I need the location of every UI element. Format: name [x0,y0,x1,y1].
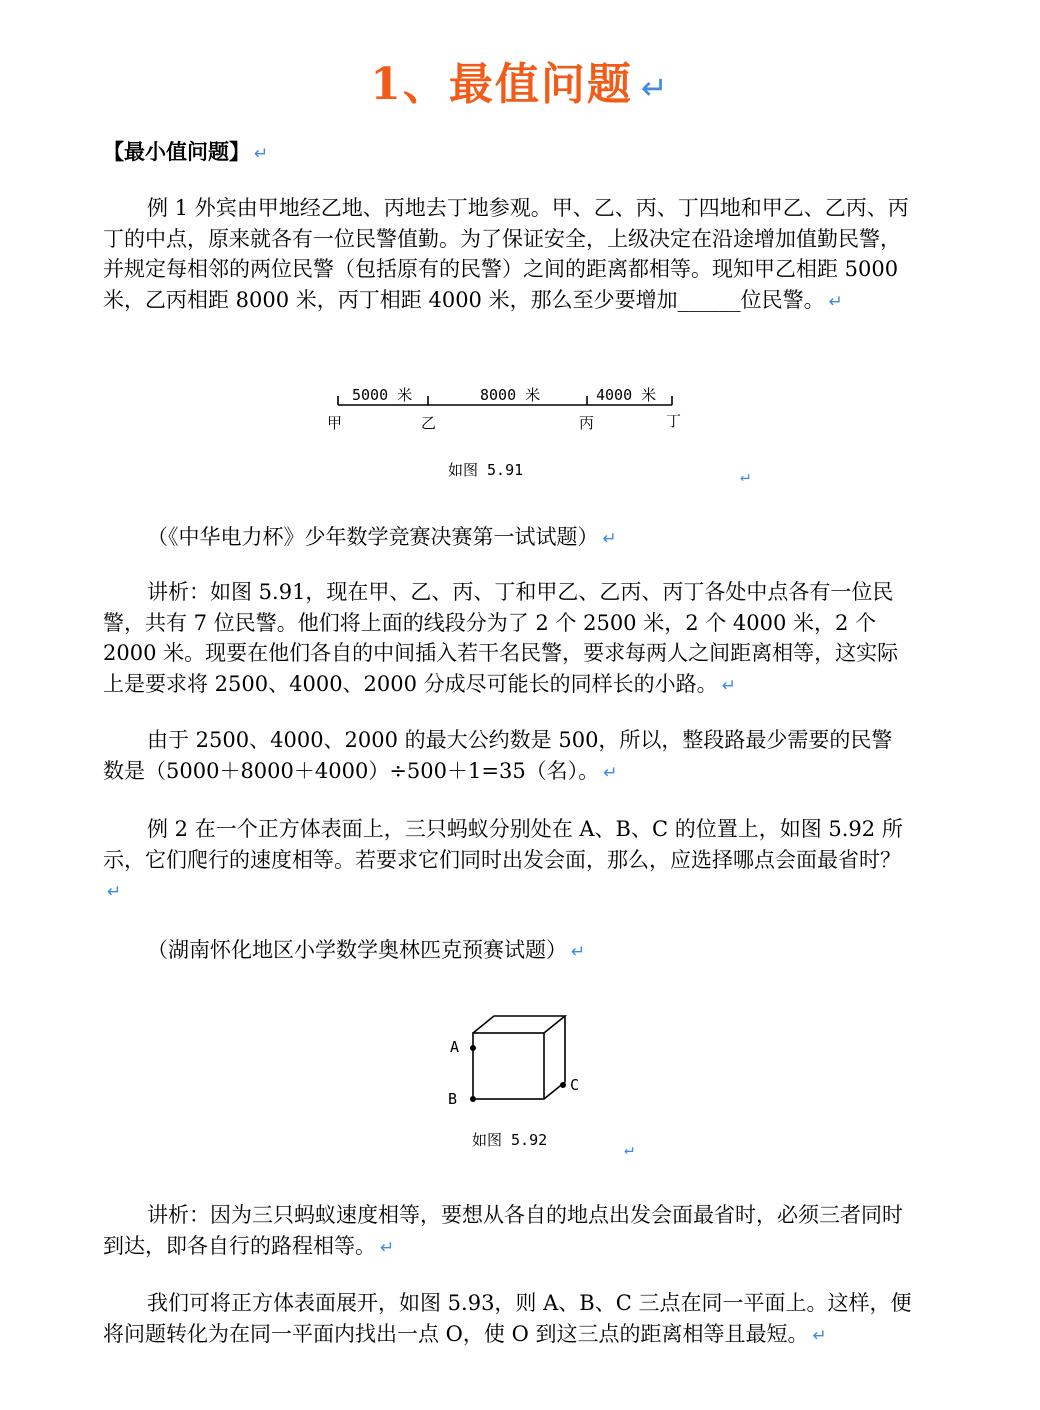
example-2-paragraph [103,814,913,908]
analysis-2-paragraph [103,1200,913,1263]
point-label-c: C [570,1076,580,1094]
analysis-1b-paragraph [103,725,913,788]
figure-caption: 如图 5.91 [448,461,524,479]
paragraph-mark-icon: ↵ [624,1139,634,1158]
point-label-bing: 丙 [579,414,595,432]
paragraph-mark-icon: ↵ [740,466,750,485]
paragraph-mark-icon: ↵ [812,1325,827,1346]
point-b-dot [470,1096,476,1102]
paragraph-mark-icon: ↵ [380,1237,395,1258]
paragraph-mark-icon: ↵ [571,942,586,962]
point-label-yi: 乙 [421,414,437,432]
cube-top-face [473,1016,565,1033]
segment-label-2: 8000 米 [480,386,541,404]
cube-front-face [473,1033,544,1099]
section-heading-text: 【最小值问题】 [103,139,250,164]
paragraph-mark-icon: ↵ [721,675,736,696]
paragraph-mark-icon: ↵ [603,762,618,783]
figure-5-91 [300,378,770,488]
point-label-ding: 丁 [666,412,682,430]
example-1-text: 例 1 外宾由甲地经乙地、丙地去丁地参观。甲、乙、丙、丁四地和甲乙、乙丙、丙丁的中点，原来就各有一位民警值勤。为了保证安全，上级决定在沿途增加值勤民警，并规定每相邻的两位民警（包括原有的民警）之间的距离都相等。现知甲乙相距 5000 米，乙丙相距 8000 米，丙丁相距 4000 米，那么至少要增加______位民警。 [103,196,909,312]
segment-label-1: 5000 米 [352,386,413,404]
paragraph-mark-icon: ↵ [254,144,269,164]
analysis-1-paragraph [103,577,913,701]
source-note-2 [103,934,585,964]
point-c-dot [560,1082,566,1088]
source-note-1 [103,521,617,551]
paragraph-mark-icon: ↵ [640,69,670,107]
analysis-2b-text: 我们可将正方体表面展开，如图 5.93，则 A、B、C 三点在同一平面上。这样，便将问题转化为在同一平面内找出一点 O，使 O 到这三点的距离相等且最短。 [103,1291,912,1346]
point-label-a: A [450,1038,460,1056]
paragraph-mark-icon: ↵ [828,291,843,312]
analysis-1b-text: 由于 2500、4000、2000 的最大公约数是 500，所以，整段路最少需要的民警数是（5000＋8000＋4000）÷500＋1=35（名）。 [103,728,893,783]
analysis-1-text: 讲析：如图 5.91，现在甲、乙、丙、丁和甲乙、乙丙、丙丁各处中点各有一位民警，共有 7 位民警。他们将上面的线段分为了 2 个 2500 米，2 个 4000 米，2 个 2000 米。现要在他们各自的中间插入若干名民警，要求每两人之间距离相等，这实际上是要求将 2500、4000、2000 分成尽可能长的同样长的小路。 [103,580,899,696]
point-a-dot [470,1045,476,1051]
source-2-text: （湖南怀化地区小学数学奥林匹克预赛试题） [147,938,567,962]
paragraph-mark-icon: ↵ [107,882,122,902]
example-2-text: 例 2 在一个正方体表面上，三只蚂蚁分别处在 A、B、C 的位置上，如图 5.92 所示，它们爬行的速度相等。若要求它们同时出发会面，那么，应选择哪点会面最省时？ [103,817,903,872]
analysis-2-text: 讲析：因为三只蚂蚁速度相等，要想从各自的地点出发会面最省时，必须三者同时到达，即各自行的路程相等。 [103,1203,903,1258]
figure-5-92 [430,1000,660,1160]
example-1-paragraph [103,193,913,317]
title-text: 1、最值问题 [370,59,633,110]
point-label-jia: 甲 [327,414,343,432]
figure-caption: 如图 5.92 [472,1131,548,1149]
section-heading [103,136,268,166]
page-title [0,48,1040,112]
paragraph-mark-icon: ↵ [602,529,617,549]
source-1-text: （《中华电力杯》少年数学竞赛决赛第一试试题） [147,525,599,549]
point-label-b: B [448,1090,458,1108]
segment-label-3: 4000 米 [596,386,657,404]
analysis-2b-paragraph [103,1288,913,1351]
